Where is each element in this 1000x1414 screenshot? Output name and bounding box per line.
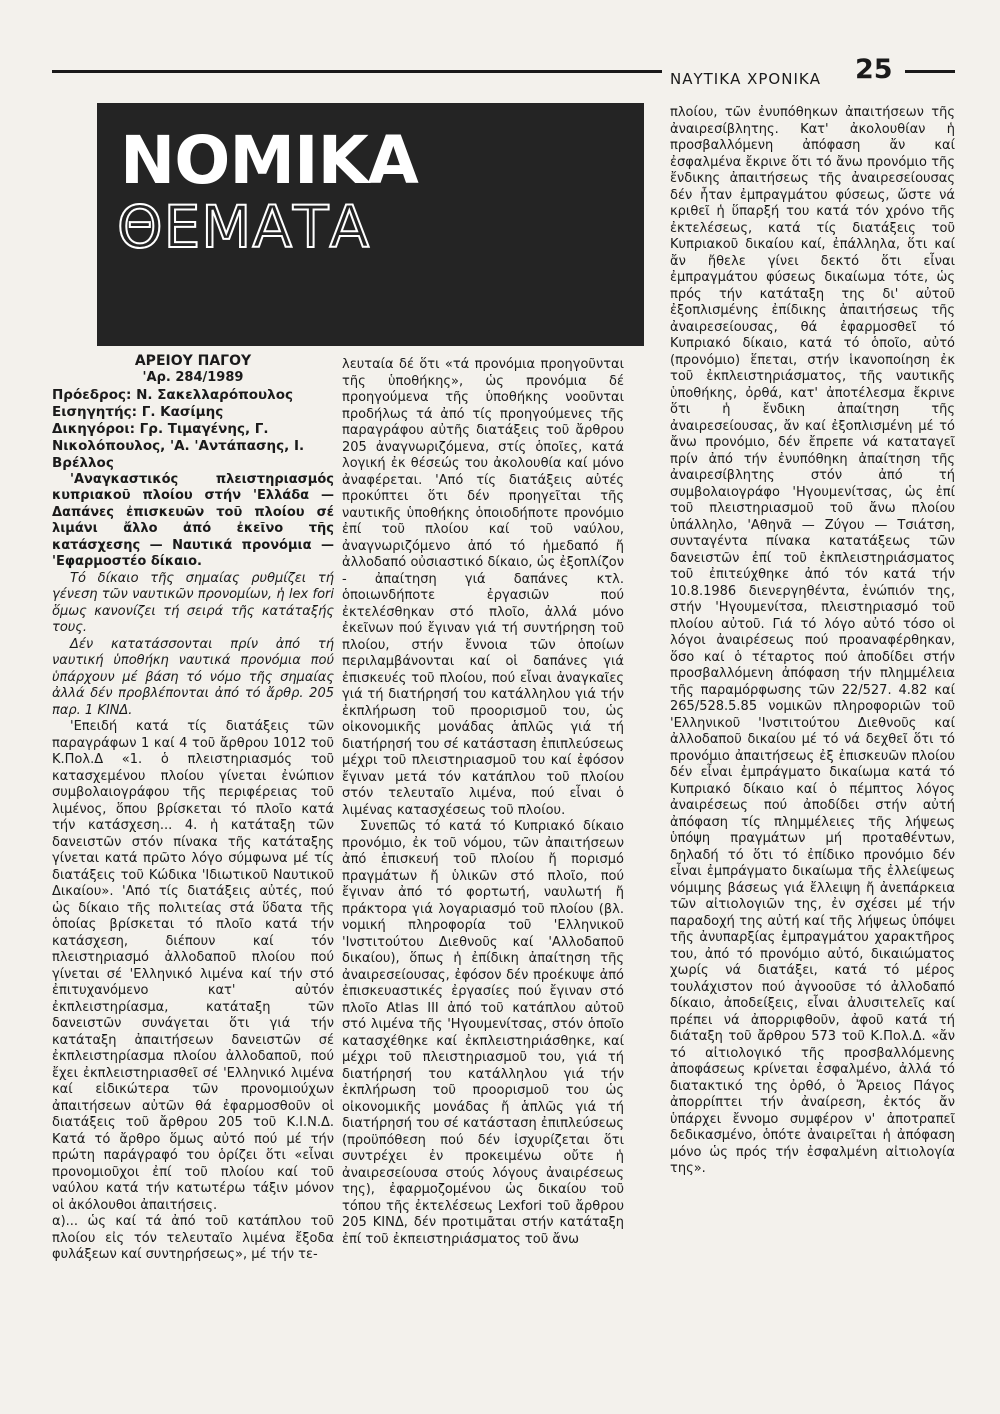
column-2-paragraph-1: λευταία δέ ὅτι «τά προνόμια προηγοῦνται τῆς ὑποθήκης», ὡς προνόμια δέ προηγούμενα τῆς ὑποθήκης νοοῦνται προδήλως τά ἀπό τίς προηγούμενες τῆς παραγράφου αὐτῆς διατάξεις τοῦ ἄρθρου 205 ἀναγνωριζόμενα, στίς ὁποῖες, κατά λογική ἐκ θέσεώς του ἀκολουθία καί μόνο ἀναφέρεται. 'Από τίς διατάξεις αὐτές προκύπτει ὅτι δέν προηγεῖται τῆς ναυτικῆς ὑποθήκης ὁποιοδήποτε προνόμιο ἐπί τοῦ πλοίου καί τοῦ ναύλου, ἀναγνωριζόμενο ἀπό τό ἡμεδαπό ἤ ἀλλοδαπό οὐσιαστικό δίκαιο, ὡς ἐξοπλίζον - ἀπαίτηση γιά δαπάνες κτλ. ὁποιωνδήποτε ἐργασιῶν πού ἐκτελέσθηκαν στό πλοῖο, ἀλλά μόνο ἐκεῖνων πού ἔγιναν γιά τή συντήρηση τοῦ πλοίου, στήν ἔννοια τῶν ὁποίων περιλαμβάνονται καί οἱ δαπάνες γιά ἐπισκευές τοῦ πλοίου, πού εἶναι ἀναγκαῖες γιά τή διατήρησή του κατάλληλου γιά τήν ἐκπλήρωση τοῦ προορισμοῦ του, ὡς οἰκονομικῆς μονάδας ἁπλῶς γιά τή διατήρησή του σέ κατάσταση ἐπιπλεύσεως μέχρι τοῦ πλειστηριασμοῦ του καί ἐφόσον ἔγιναν μετά τόν κατάπλου τοῦ πλοίου στόν τελευταῖο λιμένα, πού εἶναι ὁ λιμένας κατασχέσεως τοῦ πλοίου.: [342, 357, 624, 818]
case-rapporteur: Εισηγητής: Γ. Κασίμης: [52, 403, 224, 420]
column-1: [52, 352, 334, 1264]
column-1-tail: α)... ὡς καί τά ἀπό τοῦ κατάπλου τοῦ πλοίου εἰς τόν τελευταῖο λιμένα ἔξοδα φυλάξεων καί συντηρήσεως», μέ τήν τε-: [52, 1214, 334, 1262]
header-rule-left: [52, 70, 662, 73]
column-1-body: 'Επειδή κατά τίς διατάξεις τῶν παραγράφων 1 καί 4 τοῦ ἄρθρου 1012 τοῦ Κ.Πολ.Δ «1. ὁ πλειστηριασμός τοῦ κατασχεμένου πλοίου γίνεται ἐνώπιον συμβολαιογράφου τῆς περιφέρειας τοῦ λιμένος, ὅπου βρίσκεται τό πλοῖο κατά τήν κατάσχεση... 4. ἡ κατάταξη τῶν δανειστῶν στόν πίνακα τῆς κατάταξης γίνεται κατά πρῶτο λόγο σύμφωνα μέ τίς διατάξεις τοῦ Κώδικα 'Ιδιωτικοῦ Ναυτικοῦ Δικαίου». 'Από τίς διατάξεις αὐτές, πού ὡς δίκαιο τῆς πολιτείας στά ὕδατα τῆς ὁποίας βρίσκεται τό πλοῖο κατά τήν κατάσχεση, διέπουν καί τόν πλειστηριασμό ἀλλοδαποῦ πλοίου πού γίνεται σέ 'Ελληνικό λιμένα καί τήν στό ἐπιτυχανόμενο κατ' αὐτόν ἐκπλειστηρίασμα, κατάταξη τῶν δανειστῶν συνάγεται ὅτι γιά τήν κατάταξη ἀπαιτήσεων δανειστῶν σέ ἐκπλειστηρίασμα πλοίου ἀλλοδαποῦ, πού ἔχει ἐκπλειστηριασθεῖ σέ 'Ελληνικό λιμένα καί εἰδικώτερα τῶν προνομιούχων ἀπαιτήσεων αὐτῶν θά ἐφαρμοσθοῦν οἱ διατάξεις τοῦ ἄρθρου 205 τοῦ Κ.Ι.Ν.Δ. Κατά τό ἄρθρο ὅμως αὐτό πού μέ τήν πρώτη παράγραφό του ὁρίζει ὅτι «εἶναι προνομιοῦχοι ἐπί τοῦ πλοίου καί τοῦ ναύλου κατά τήν κατωτέρω τάξιν μόνον οἱ ἀκόλουθοι ἀπαιτήσεις.: [52, 719, 334, 1213]
case-summary: 'Αναγκαστικός πλειστηριασμός κυπριακοῦ πλοίου στήν 'Ελλάδα — Δαπάνες ἐπισκευῶν τοῦ πλοίου σέ λιμάνι ἄλλο ἀπό ἐκεῖνο τῆς κατάσχεσης — Ναυτικά προνόμια — 'Εφαρμοστέο δίκαιο.: [52, 471, 334, 569]
column-2-paragraph-2: Συνεπῶς τό κατά τό Κυπριακό δίκαιο προνόμιο, ἐκ τοῦ νόμου, τῶν ἀπαιτήσεων ἀπό ἐπισκευή τοῦ πλοίου ἤ πορισμό πραγμάτων ἤ ὑλικῶν στό πλοῖο, πού ἔγιναν ἀπό τό φορτωτή, ναυλωτή ἤ πράκτορα γιά λογαριασμό τοῦ πλοίου (βλ. νομική πληροφορία τοῦ 'Ελληνικοῦ 'Ινστιτούτου Διεθνοῦς καί 'Αλλοδαποῦ δικαίου), ὅπως ἡ ἐπίδικη ἀπαίτηση τῆς ἀναιρεσείουσας, ἐφόσον δέν προέκυψε ἀπό ἐπισκευαστικές ἐργασίες πού ἔγιναν στό πλοῖο Atlas III ἀπό τοῦ κατάπλου αὐτοῦ στό λιμένα τῆς 'Ηγουμενίτσας, στόν ὁποῖο κατασχέθηκε καί ἐκπλειστηριάσθηκε, καί μέχρι τοῦ πλειστηριασμοῦ του, γιά τή διατήρησή του κατάλληλου γιά τήν ἐκπλήρωση τοῦ προορισμοῦ του ὡς οἰκονομικῆς μονάδας ἤ ἁπλῶς γιά τή διατήρησή του σέ κατάσταση ἐπιπλεύσεως (προϋπόθεση πού δέν ἰσχυρίζεται ὅτι συντρέχει ἐν προκειμένω οὔτε ἡ ἀναιρεσείουσα στούς λόγους ἀναιρέσεως της), ἐφαρμοζομένου ὡς δικαίου τοῦ τόπου τῆς ἐκτελέσεως Lexfori τοῦ ἄρθρου 205 ΚΙΝΔ, δέν προτιμᾶται στήν κατάταξη ἐπί τοῦ ἐκπειστηριάσματος τοῦ ἄνω: [342, 819, 624, 1247]
column-2: [342, 357, 624, 1248]
page-number: 25: [855, 54, 893, 85]
section-title-line1: NOMIKA: [120, 122, 418, 199]
case-holding-1: Τό δίκαιο τῆς σημαίας ρυθμίζει τή γένεση τῶν ναυτικῶν προνομίων, ἡ lex fori ὅμως κανονίζει τή σειρά τῆς κατάταξής τους.: [52, 570, 334, 635]
section-title-line2: ΘΕΜΑΤΑ: [117, 193, 371, 261]
magazine-title: ΝΑΥΤΙΚΑ ΧΡΟΝΙΚΑ: [670, 70, 821, 88]
header-rule-right: [905, 70, 955, 73]
case-number: 'Αρ. 284/1989: [142, 370, 244, 385]
case-lawyers: Δικηγόροι: Γρ. Τιμαγένης, Γ. Νικολόπουλος, 'Α. 'Αντάπασης, Ι. Βρέλλος: [52, 420, 305, 471]
column-3-paragraph-1: πλοίου, τῶν ἐνυπόθηκων ἀπαιτήσεων τῆς ἀναιρεσίβλητης. Κατ' ἀκολουθίαν ἡ προσβαλλόμενη ἀπόφαση ἄν καί ἐσφαλμένα ἔκρινε ὅτι τό ἄνω προνόμιο τῆς ἔνδικης ἀπαιτήσεως τῆς ἀναιρεσείουσας δέν ἦταν ἐμπραγμάτου φύσεως, ὥστε νά κριθεῖ ἡ ὕπαρξή του κατά τόν χρόνο τῆς ἐκτελέσεως, κατά τίς διατάξεις τοῦ Κυπριακοῦ δικαίου καί, ἐπάλληλα, ὅτι καί ἄν ἤθελε γίνει δεκτό ὅτι εἶναι ἐμπραγμάτου φύσεως δικαίωμα τότε, ὡς πρός τήν κατάταξη της δι' αὐτοῦ ἐξοπλισμένης ἐπίδικης ἀπαιτήσεως τῆς ἀναιρεσείουσας, θά ἐφαρμοσθεῖ τό Κυπριακό δίκαιο, κατά τό ὁποῖο, αὐτό (προνόμιο) ἕπεται, στήν ἱκανοποίηση ἐκ τοῦ ἐκπλειστηριάσματος, τῆς ναυτικῆς ὑποθήκης, ὀρθά, κατ' ἀποτέλεσμα ἔκρινε ὅτι ἡ ἔνδικη ἀπαίτηση τῆς ἀναιρεσείουσας, ἄν καί ἐξοπλισμένη μέ τό ἄνω προνόμιο, δέν ἔπρεπε νά καταταγεῖ πρίν ἀπό τήν ἐνυπόθηκη ἀπαίτηση τῆς ἀναιρεσίβλητης στόν ἀπό τή συμβολαιογράφο 'Ηγουμενίτσας, ὡς ἐπί τοῦ πλειστηριασμοῦ τοῦ ἄνω πλοίου ὑπάλληλο, 'Αθηνᾶ — Ζύγου — Τσιάτση, συνταγέντα πίνακα κατατάξεως τῶν δανειστῶν ἐπί τοῦ ἐκπλειστηριάσματος τοῦ ἐπιτεύχθηκε ἀπό τόν κατά τήν 10.8.1986 διενεργηθέντα, ἐνώπιόν της, στήν 'Ηγουμενίτσα, πλειστηριασμό τοῦ πλοίου αὐτοῦ. Γιά τό λόγο αὐτό τόσο οἱ λόγοι ἀναιρέσεως πού προαναφέρθηκαν, ὅσο καί ὁ τέταρτος πού ἀποδίδει στήν προσβαλλόμενη ἀπόφαση τήν πλημμέλεια τῆς παραμόρφωσης τῶν 22/527. 4.82 καί 265/528.5.85 νομικῶν πληροφοριῶν τοῦ 'Ελληνικοῦ 'Ινστιτούτου Διεθνοῦς καί ἀλλοδαποῦ δικαίου μέ τό νά δεχθεῖ ὅτι τό προνόμιο ἀπαιτήσεως ἐξ ἐπισκευῶν πλοίου δέν εἶναι ἐμπράγματο δικαίωμα κατά τό Κυπριακό δίκαιο καί ὁ πέμπτος λόγος ἀναιρέσεως πού ἀποδίδει στήν αὐτή ἀπόφαση τίς πλημμέλειες τῆς λήψεως ὑπόψη πραγμάτων μή προταθέντων, δηλαδή τό ὅτι τό ἐπίδικο προνόμιο δέν εἶναι ἐμπράγματο δικαίωμα τῆς ἐλλείψεως νόμιμης βάσεως γιά ἔλλειψη ἤ ἀνεπάρκεια τῶν αἰτιολογιῶν της, ἐν σχέσει μέ τήν παραδοχή της αὐτή καί τῆς λήψεως ὑπόψει τῆς ἀνυπαρξίας ἐμπραγμάτου χαρακτῆρος του, ἀπό τό προνόμιο αὐτό, δικαιώματος χωρίς νά διατάξει, κατά τό μέρος τουλάχιστον πού ἀγνοοῦσε τό ἀλλοδαπό δίκαιο, ἀποδείξεις, εἶναι ἀλυσιτελεῖς καί πρέπει νά ἀπορριφθοῦν, ἀφοῦ κατά τή διάταξη τοῦ ἄρθρου 573 τοῦ Κ.Πολ.Δ. «ἄν τό αἰτιολογικό τῆς προσβαλλόμενης ἀποφάσεως κρίνεται ἐσφαλμένο, ἀλλά τό διατακτικό της ὀρθό, ὁ Ἄρειος Πάγος ἀπορρίπτει τήν ἀναίρεση, ἐκτός ἄν ὑπάρχει ἔννομο συμφέρον ν' ἀποτραπεῖ δεδικασμένο, ὁπότε ἀναιρεῖται ἡ ἀπόφαση μόνο ὡς πρός τήν ἐσφαλμένη αἰτιολογία της».: [670, 105, 955, 1176]
column-3: [670, 105, 955, 1178]
court-name: ΑΡΕΙΟΥ ΠΑΓΟΥ: [134, 353, 252, 369]
case-president: Πρόεδρος: Ν. Σακελλαρόπουλος: [52, 386, 293, 403]
case-holding-2: Δέν κατατάσσονται πρίν ἀπό τή ναυτική ὑποθήκη ναυτικά προνόμια πού ὑπάρχουν μέ βάση τό νόμο τῆς σημαίας ἀλλά δέν προβλέπονται ἀπό τό ἄρθρ. 205 παρ. 1 ΚΙΝΔ.: [52, 636, 334, 718]
